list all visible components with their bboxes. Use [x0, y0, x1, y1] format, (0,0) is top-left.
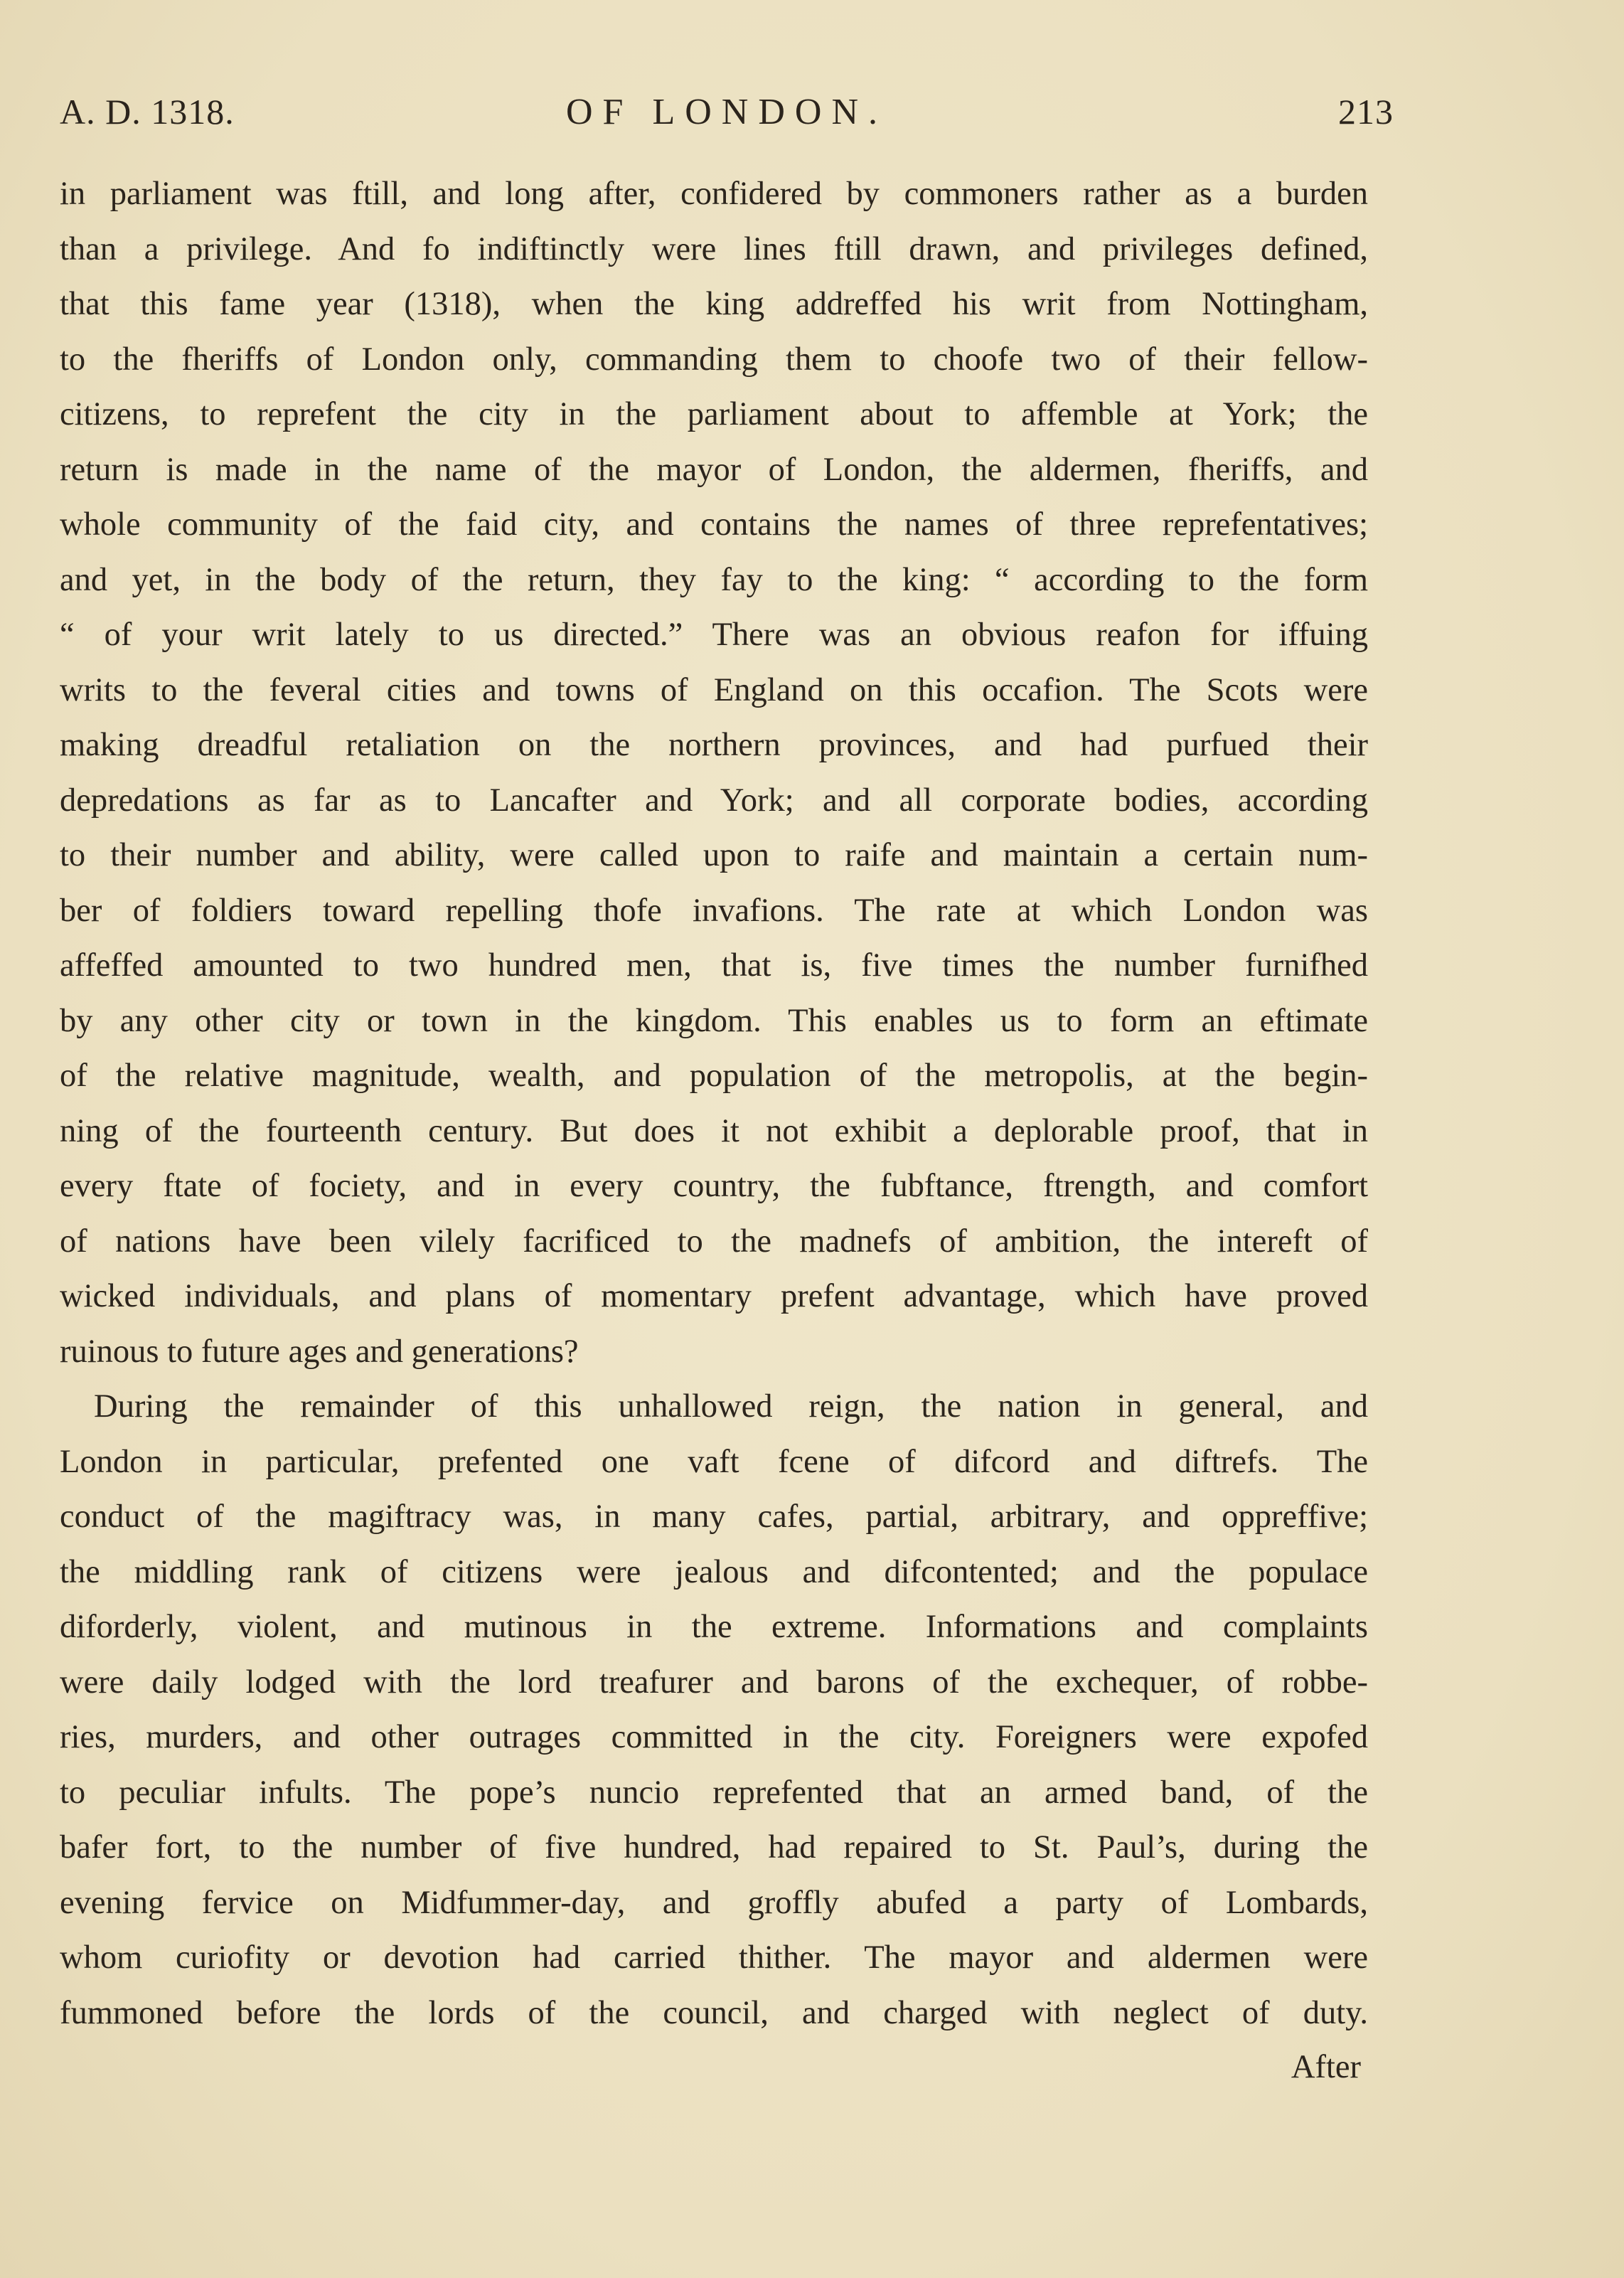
text-line: by any other city or town in the kingdom. This enables us to form an eftimate: [60, 1002, 1368, 1039]
page-number: 213: [1338, 92, 1394, 132]
text-line: “ of your writ lately to us directed.” There was an obvious reafon for iffuing: [60, 617, 1368, 653]
text-line: ruinous to future ages and generations?: [60, 1333, 579, 1370]
text-line: in parliament was ftill, and long after, confidered by commoners rather as a burden: [60, 176, 1368, 212]
catchword: After: [1291, 2049, 1361, 2085]
text-line: wicked individuals, and plans of momentary prefent advantage, which have proved: [60, 1278, 1368, 1314]
text-line: than a privilege. And fo indiftinctly were lines ftill drawn, and privileges defined,: [60, 230, 1368, 267]
text-line: citizens, to reprefent the city in the parliament about to affemble at York; the: [60, 396, 1368, 432]
running-header: [60, 91, 1394, 141]
text-line: of nations have been vilely facrificed to the madnefs of ambition, the intereft of: [60, 1223, 1368, 1260]
text-line: that this fame year (1318), when the king addreffed his writ from Nottingham,: [60, 286, 1368, 322]
text-line: every ftate of fociety, and in every country, the fubftance, ftrength, and comfort: [60, 1168, 1368, 1204]
text-line: making dreadful retaliation on the northern provinces, and had purfued their: [60, 727, 1368, 763]
text-line: affeffed amounted to two hundred men, that is, five times the number furnifhed: [60, 947, 1368, 984]
body-text: [60, 166, 1368, 2040]
text-line: to their number and ability, were called upon to raife and maintain a certain num-: [60, 837, 1368, 873]
text-line: London in particular, prefented one vaft fcene of difcord and diftrefs. The: [60, 1443, 1368, 1480]
text-line: and yet, in the body of the return, they fay to the king: “ according to the form: [60, 561, 1368, 598]
text-line: ber of foldiers toward repelling thofe invafions. The rate at which London was: [60, 892, 1368, 929]
text-line: depredations as far as to Lancafter and York; and all corporate bodies, according: [60, 782, 1368, 819]
text-line: fummoned before the lords of the council, and charged with neglect of duty.: [60, 1994, 1368, 2031]
text-line: to the fheriffs of London only, commanding them to choofe two of their fellow-: [60, 341, 1368, 378]
text-line: ries, murders, and other outrages committed in the city. Foreigners were expofed: [60, 1719, 1368, 1755]
text-line: whole community of the faid city, and contains the names of three reprefentatives;: [60, 506, 1368, 543]
text-line: evening fervice on Midfummer-day, and groffly abufed a party of Lombards,: [60, 1884, 1368, 1921]
text-line: to peculiar infults. The pope’s nuncio reprefented that an armed band, of the: [60, 1774, 1368, 1811]
header-date: A. D. 1318.: [60, 92, 235, 132]
text-line: return is made in the name of the mayor of London, the aldermen, fheriffs, and: [60, 451, 1368, 488]
text-line: writs to the feveral cities and towns of England on this occafion. The Scots were: [60, 671, 1368, 708]
text-line: of the relative magnitude, wealth, and population of the metropolis, at the begin-: [60, 1058, 1368, 1094]
text-line: diforderly, violent, and mutinous in the extreme. Informations and complaints: [60, 1609, 1368, 1645]
text-line: ning of the fourteenth century. But does it not exhibit a deplorable proof, that in: [60, 1112, 1368, 1149]
text-line: the middling rank of citizens were jealous and difcontented; and the populace: [60, 1553, 1368, 1590]
header-title: OF LONDON.: [566, 92, 887, 132]
text-line: bafer fort, to the number of five hundred, had repaired to St. Paul’s, during the: [60, 1829, 1368, 1865]
text-line: were daily lodged with the lord treafurer and barons of the exchequer, of robbe-: [60, 1664, 1368, 1700]
text-line: conduct of the magiftracy was, in many cafes, partial, arbitrary, and oppreffive;: [60, 1499, 1368, 1535]
text-line: whom curiofity or devotion had carried thither. The mayor and aldermen were: [60, 1939, 1368, 1976]
text-line: During the remainder of this unhallowed reign, the nation in general, and: [94, 1388, 1368, 1425]
